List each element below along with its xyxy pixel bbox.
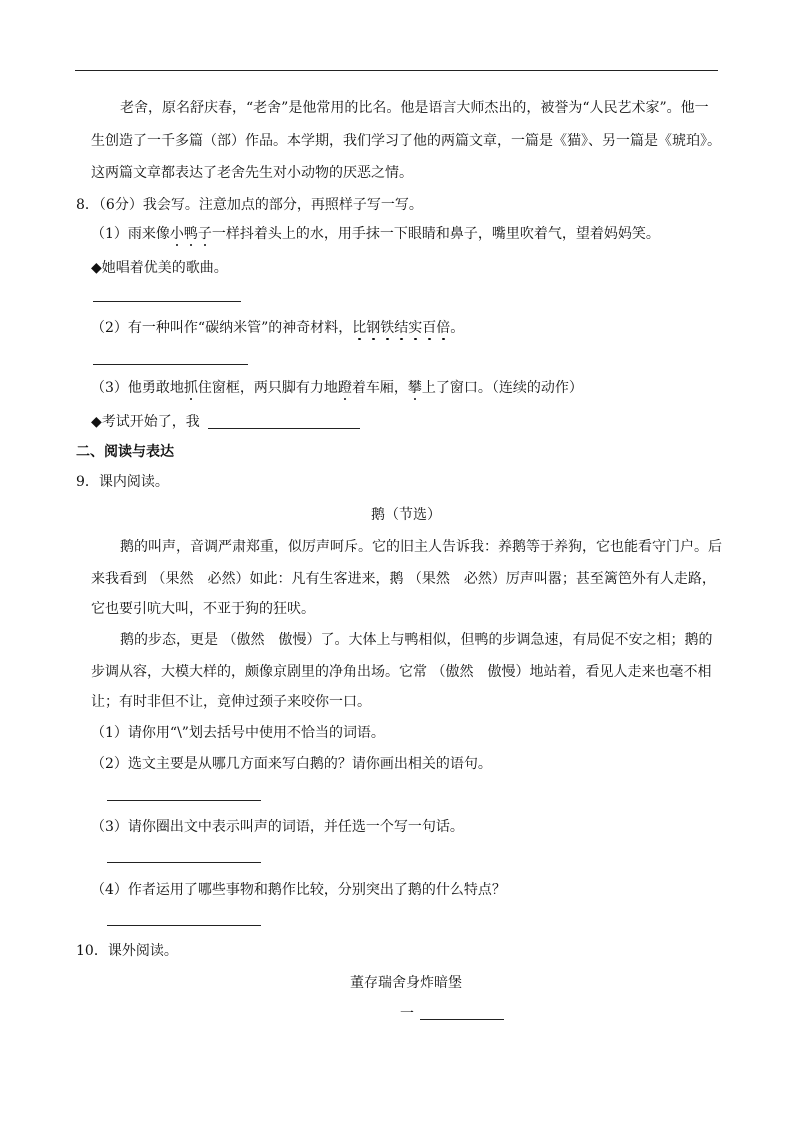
- header-rule: [75, 70, 718, 71]
- q9-sub-4: （4）作者运用了哪些事物和鹅作比较，分别突出了鹅的什么特点？: [91, 882, 506, 898]
- dotted-char: 抓: [183, 380, 198, 396]
- dotted-char: 小: [169, 226, 184, 242]
- text-line: 这两篇文章都表达了老舍先生对小动物的厌恶之情。: [91, 165, 413, 181]
- question-8-title: 8．（6分）我会写。注意加点的部分，再照样子写一写。: [76, 197, 423, 213]
- dotted-char: 钢: [366, 320, 381, 336]
- answer-blank[interactable]: [107, 862, 261, 863]
- dotted-char: 百: [422, 320, 437, 336]
- text-segment: 住窗框，两只脚有力地: [197, 380, 338, 396]
- text-line: 鹅的步态，更是 （傲然 傲慢）了。大体上与鸭相似，但鸭的步调急速，有局促不安之相；鹅的: [120, 632, 713, 648]
- author-dash: 一: [400, 1006, 414, 1022]
- q8-item-2: [91, 318, 464, 338]
- text-line: 鹅的叫声，音调严肃郑重，似厉声呵斥。它的旧主人告诉我：养鹅等于养狗，它也能看守门户。后: [120, 539, 722, 555]
- section-title: 二、阅读与表达: [76, 444, 174, 460]
- text-line: 来我看到 （果然 必然）如此：凡有生客进来，鹅 （果然 必然）厉声叫嚣；甚至篱笆外有人走路，: [91, 571, 716, 587]
- passage-title: 董存瑞舍身炸暗堡: [350, 975, 462, 991]
- text-segment: （2）有一种叫作“碳纳米管”的神奇材料，: [91, 320, 353, 336]
- text-segment: 一样抖着头上的水，用手抹一下眼睛和鼻子，嘴里吹着气，望着妈妈笑。: [211, 226, 660, 242]
- q8-item-3: [91, 378, 583, 398]
- text-segment: 着车厢，: [351, 380, 408, 396]
- q9-sub-2: （2）选文主要是从哪几方面来写白鹅的？请你画出相关的语句。: [91, 756, 492, 772]
- text-segment: 上了窗口。（连续的动作）: [421, 380, 583, 396]
- q9-sub-3: （3）请你圈出文中表示叫声的词语，并任选一个写一句话。: [91, 819, 464, 835]
- text-line: 步调从容，大模大样的，颇像京剧里的净角出场。它常 （傲然 傲慢）地站着，看见人走来也毫不相: [91, 664, 712, 680]
- passage-title: 鹅（节选）: [371, 507, 441, 523]
- question-9-title: 9．课内阅读。: [76, 474, 169, 490]
- answer-blank[interactable]: [93, 364, 248, 365]
- q9-sub-1: （1）请你用“\”划去括号中使用不恰当的词语。: [91, 725, 385, 741]
- dotted-char: 鸭: [183, 226, 198, 242]
- text-line: 它也要引吭大叫，不亚于狗的狂吠。: [91, 601, 315, 617]
- author-blank[interactable]: [420, 1019, 504, 1020]
- text-segment: （3）他勇敢地: [91, 380, 184, 396]
- answer-blank[interactable]: [208, 416, 360, 429]
- q8-item-1-prompt: ◆她唱着优美的歌曲。: [91, 260, 228, 276]
- text-line: 老舍，原名舒庆春，“老舍”是他常用的比名。他是语言大师杰出的，被誉为“人民艺术家”。他一: [120, 100, 709, 116]
- q8-item-1: [91, 224, 660, 244]
- dotted-char: 子: [197, 226, 212, 242]
- question-10-title: 10．课外阅读。: [76, 943, 178, 959]
- dotted-char: 结: [394, 320, 409, 336]
- answer-blank[interactable]: [107, 925, 261, 926]
- dotted-char: 铁: [380, 320, 395, 336]
- text-segment: ◆考试开始了，我: [91, 414, 200, 430]
- q8-item-3-prompt: [91, 412, 360, 432]
- dotted-char: 攀: [407, 380, 422, 396]
- text-line: 生创造了一千多篇（部）作品。本学期，我们学习了他的两篇文章，一篇是《猫》、另一篇是《琥珀》。: [91, 133, 721, 149]
- answer-blank[interactable]: [93, 301, 241, 302]
- dotted-char: 比: [352, 320, 367, 336]
- dotted-char: 倍: [436, 320, 451, 336]
- text-segment: 。: [450, 320, 465, 336]
- answer-blank[interactable]: [107, 800, 261, 801]
- text-segment: （1）雨来像: [91, 226, 170, 242]
- text-line: 让；有时非但不让，竟伸过颈子来咬你一口。: [91, 694, 371, 710]
- dotted-char: 蹬: [337, 380, 352, 396]
- dotted-char: 实: [408, 320, 423, 336]
